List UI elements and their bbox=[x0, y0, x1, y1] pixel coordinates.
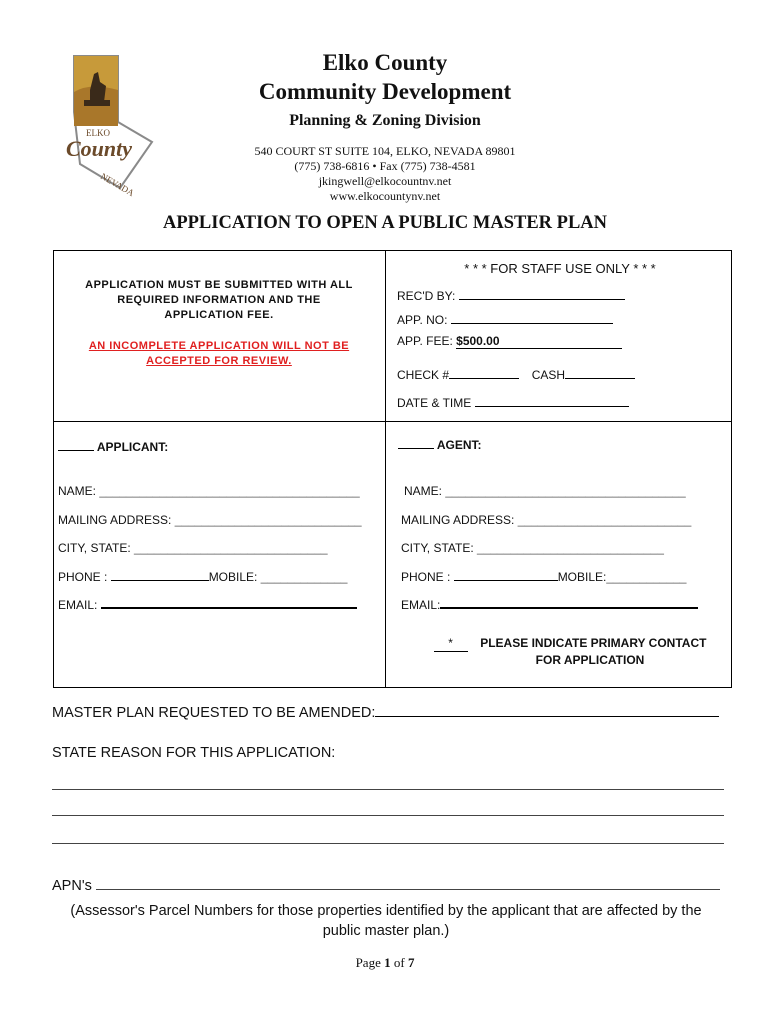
logo-text-elko: ELKO bbox=[86, 128, 110, 138]
address: 540 COURT ST SUITE 104, ELKO, NEVADA 89801 bbox=[254, 144, 516, 158]
app-no-row bbox=[397, 311, 613, 327]
app-fee-label: APP. FEE: bbox=[397, 334, 453, 348]
applicant-name-label: NAME: bbox=[58, 484, 97, 498]
cash-field[interactable] bbox=[565, 366, 635, 379]
title-line1: Elko County bbox=[322, 50, 448, 75]
applicant-city-row bbox=[58, 541, 328, 555]
elko-county-logo bbox=[60, 52, 170, 202]
agent-mailing-field[interactable]: __________________________ bbox=[517, 513, 692, 527]
agent-mailing-row bbox=[401, 513, 691, 527]
contact-block bbox=[200, 144, 570, 204]
applicant-email-label: EMAIL: bbox=[58, 598, 98, 612]
submission-notice bbox=[60, 278, 378, 323]
incomplete-warning bbox=[60, 339, 378, 369]
agent-name-label: NAME: bbox=[404, 484, 443, 498]
agent-heading bbox=[398, 436, 482, 452]
primary-contact-line2: FOR APPLICATION bbox=[535, 653, 645, 667]
agent-phone-label: PHONE : bbox=[401, 570, 451, 584]
form-title: APPLICATION TO OPEN A PUBLIC MASTER PLAN bbox=[162, 213, 608, 233]
primary-contact-note bbox=[410, 635, 730, 668]
title-line2: Community Development bbox=[258, 79, 512, 104]
recd-by-field[interactable] bbox=[459, 287, 625, 300]
check-label: CHECK # bbox=[397, 368, 450, 382]
applicant-mailing-row bbox=[58, 513, 362, 527]
box-divider-horizontal bbox=[53, 421, 732, 422]
primary-contact-line1: PLEASE INDICATE PRIMARY CONTACT bbox=[480, 636, 707, 650]
notice-line: APPLICATION FEE. bbox=[164, 309, 274, 321]
applicant-city-label: CITY, STATE: bbox=[58, 541, 131, 555]
agent-name-field[interactable]: ____________________________________ bbox=[445, 484, 686, 498]
agent-mobile-label: MOBILE: bbox=[557, 570, 607, 584]
app-fee-field[interactable] bbox=[456, 334, 622, 349]
applicant-city-field[interactable]: _____________________________ bbox=[134, 541, 328, 555]
agent-email-field[interactable] bbox=[440, 595, 698, 609]
app-no-field[interactable] bbox=[451, 311, 613, 324]
applicant-heading bbox=[58, 438, 168, 454]
logo-text-nevada: NEVADA bbox=[99, 171, 136, 199]
email-link[interactable]: jkingwell@elkocountnv.net bbox=[318, 174, 452, 188]
primary-contact-marker[interactable] bbox=[434, 635, 468, 652]
agent-name-row bbox=[404, 484, 686, 498]
applicant-email-field[interactable] bbox=[101, 595, 357, 609]
agent-phone-row bbox=[401, 568, 686, 584]
phone-fax: (775) 738-6816 • Fax (775) 738-4581 bbox=[294, 159, 476, 173]
applicant-name-field[interactable]: _______________________________________ bbox=[99, 484, 360, 498]
apn-label: APN's bbox=[52, 878, 92, 894]
reason-line-3[interactable] bbox=[52, 843, 724, 844]
applicant-check-field[interactable] bbox=[58, 438, 94, 451]
agent-email-row bbox=[401, 595, 698, 612]
recd-by-label: REC'D BY: bbox=[397, 289, 456, 303]
reason-line-1[interactable] bbox=[52, 789, 724, 790]
agent-city-row bbox=[401, 541, 664, 555]
page-prefix: Page bbox=[355, 955, 381, 970]
page-current: 1 bbox=[384, 955, 391, 970]
staff-use-heading: * * * FOR STAFF USE ONLY * * * bbox=[464, 261, 656, 276]
page-number bbox=[0, 955, 770, 971]
apn-row bbox=[52, 875, 720, 894]
notice-line: REQUIRED INFORMATION AND THE bbox=[117, 294, 321, 306]
app-no-label: APP. NO: bbox=[397, 313, 448, 327]
agent-city-field[interactable]: ____________________________ bbox=[477, 541, 664, 555]
primary-contact-asterisk: * bbox=[448, 636, 453, 650]
master-plan-row bbox=[52, 702, 719, 721]
recd-by-row bbox=[397, 287, 625, 303]
applicant-mobile-label: MOBILE: bbox=[208, 570, 258, 584]
page-of: of bbox=[393, 955, 405, 970]
applicant-phone-field[interactable] bbox=[111, 568, 209, 581]
app-fee-row bbox=[397, 334, 622, 349]
cash-label: CASH bbox=[531, 368, 566, 382]
applicant-name-row bbox=[58, 484, 360, 498]
box-divider-vertical bbox=[385, 250, 386, 688]
applicant-mobile-field[interactable]: _____________ bbox=[260, 570, 348, 584]
date-time-field[interactable] bbox=[475, 394, 629, 407]
agent-city-label: CITY, STATE: bbox=[401, 541, 474, 555]
warning-line: ACCEPTED FOR REVIEW. bbox=[146, 355, 292, 367]
reason-line-2[interactable] bbox=[52, 815, 724, 816]
website-link[interactable]: www.elkocountynv.net bbox=[329, 189, 441, 203]
agent-email-label: EMAIL: bbox=[401, 598, 441, 612]
applicant-mailing-field[interactable]: ____________________________ bbox=[174, 513, 362, 527]
division-name: Planning & Zoning Division bbox=[289, 112, 481, 129]
logo-text-county: County bbox=[66, 136, 133, 161]
agent-mobile-field[interactable]: ____________ bbox=[606, 570, 687, 584]
applicant-mailing-label: MAILING ADDRESS: bbox=[58, 513, 172, 527]
master-plan-label: MASTER PLAN REQUESTED TO BE AMENDED: bbox=[52, 705, 376, 721]
page-total: 7 bbox=[407, 955, 415, 970]
applicant-phone-label: PHONE : bbox=[58, 570, 108, 584]
check-field[interactable] bbox=[449, 366, 519, 379]
agent-heading-label: AGENT: bbox=[436, 438, 482, 452]
date-time-label: DATE & TIME bbox=[397, 396, 472, 410]
apn-field[interactable] bbox=[96, 875, 720, 890]
reason-label: STATE REASON FOR THIS APPLICATION: bbox=[52, 745, 336, 761]
applicant-phone-row bbox=[58, 568, 347, 584]
payment-row bbox=[397, 366, 635, 382]
agent-check-field[interactable] bbox=[398, 436, 434, 449]
applicant-email-row bbox=[58, 595, 357, 612]
notice-line: APPLICATION MUST BE SUBMITTED WITH ALL bbox=[85, 279, 353, 291]
date-time-row bbox=[397, 394, 629, 410]
master-plan-field[interactable] bbox=[375, 702, 719, 717]
agent-phone-field[interactable] bbox=[454, 568, 558, 581]
agent-mailing-label: MAILING ADDRESS: bbox=[401, 513, 515, 527]
app-fee-value: $500.00 bbox=[456, 334, 500, 348]
warning-line: AN INCOMPLETE APPLICATION WILL NOT BE bbox=[88, 340, 350, 352]
apn-caption: (Assessor's Parcel Numbers for those properties identified by the applicant that are affected by the public master plan.) bbox=[70, 903, 702, 939]
applicant-heading-label: APPLICANT: bbox=[96, 440, 169, 454]
